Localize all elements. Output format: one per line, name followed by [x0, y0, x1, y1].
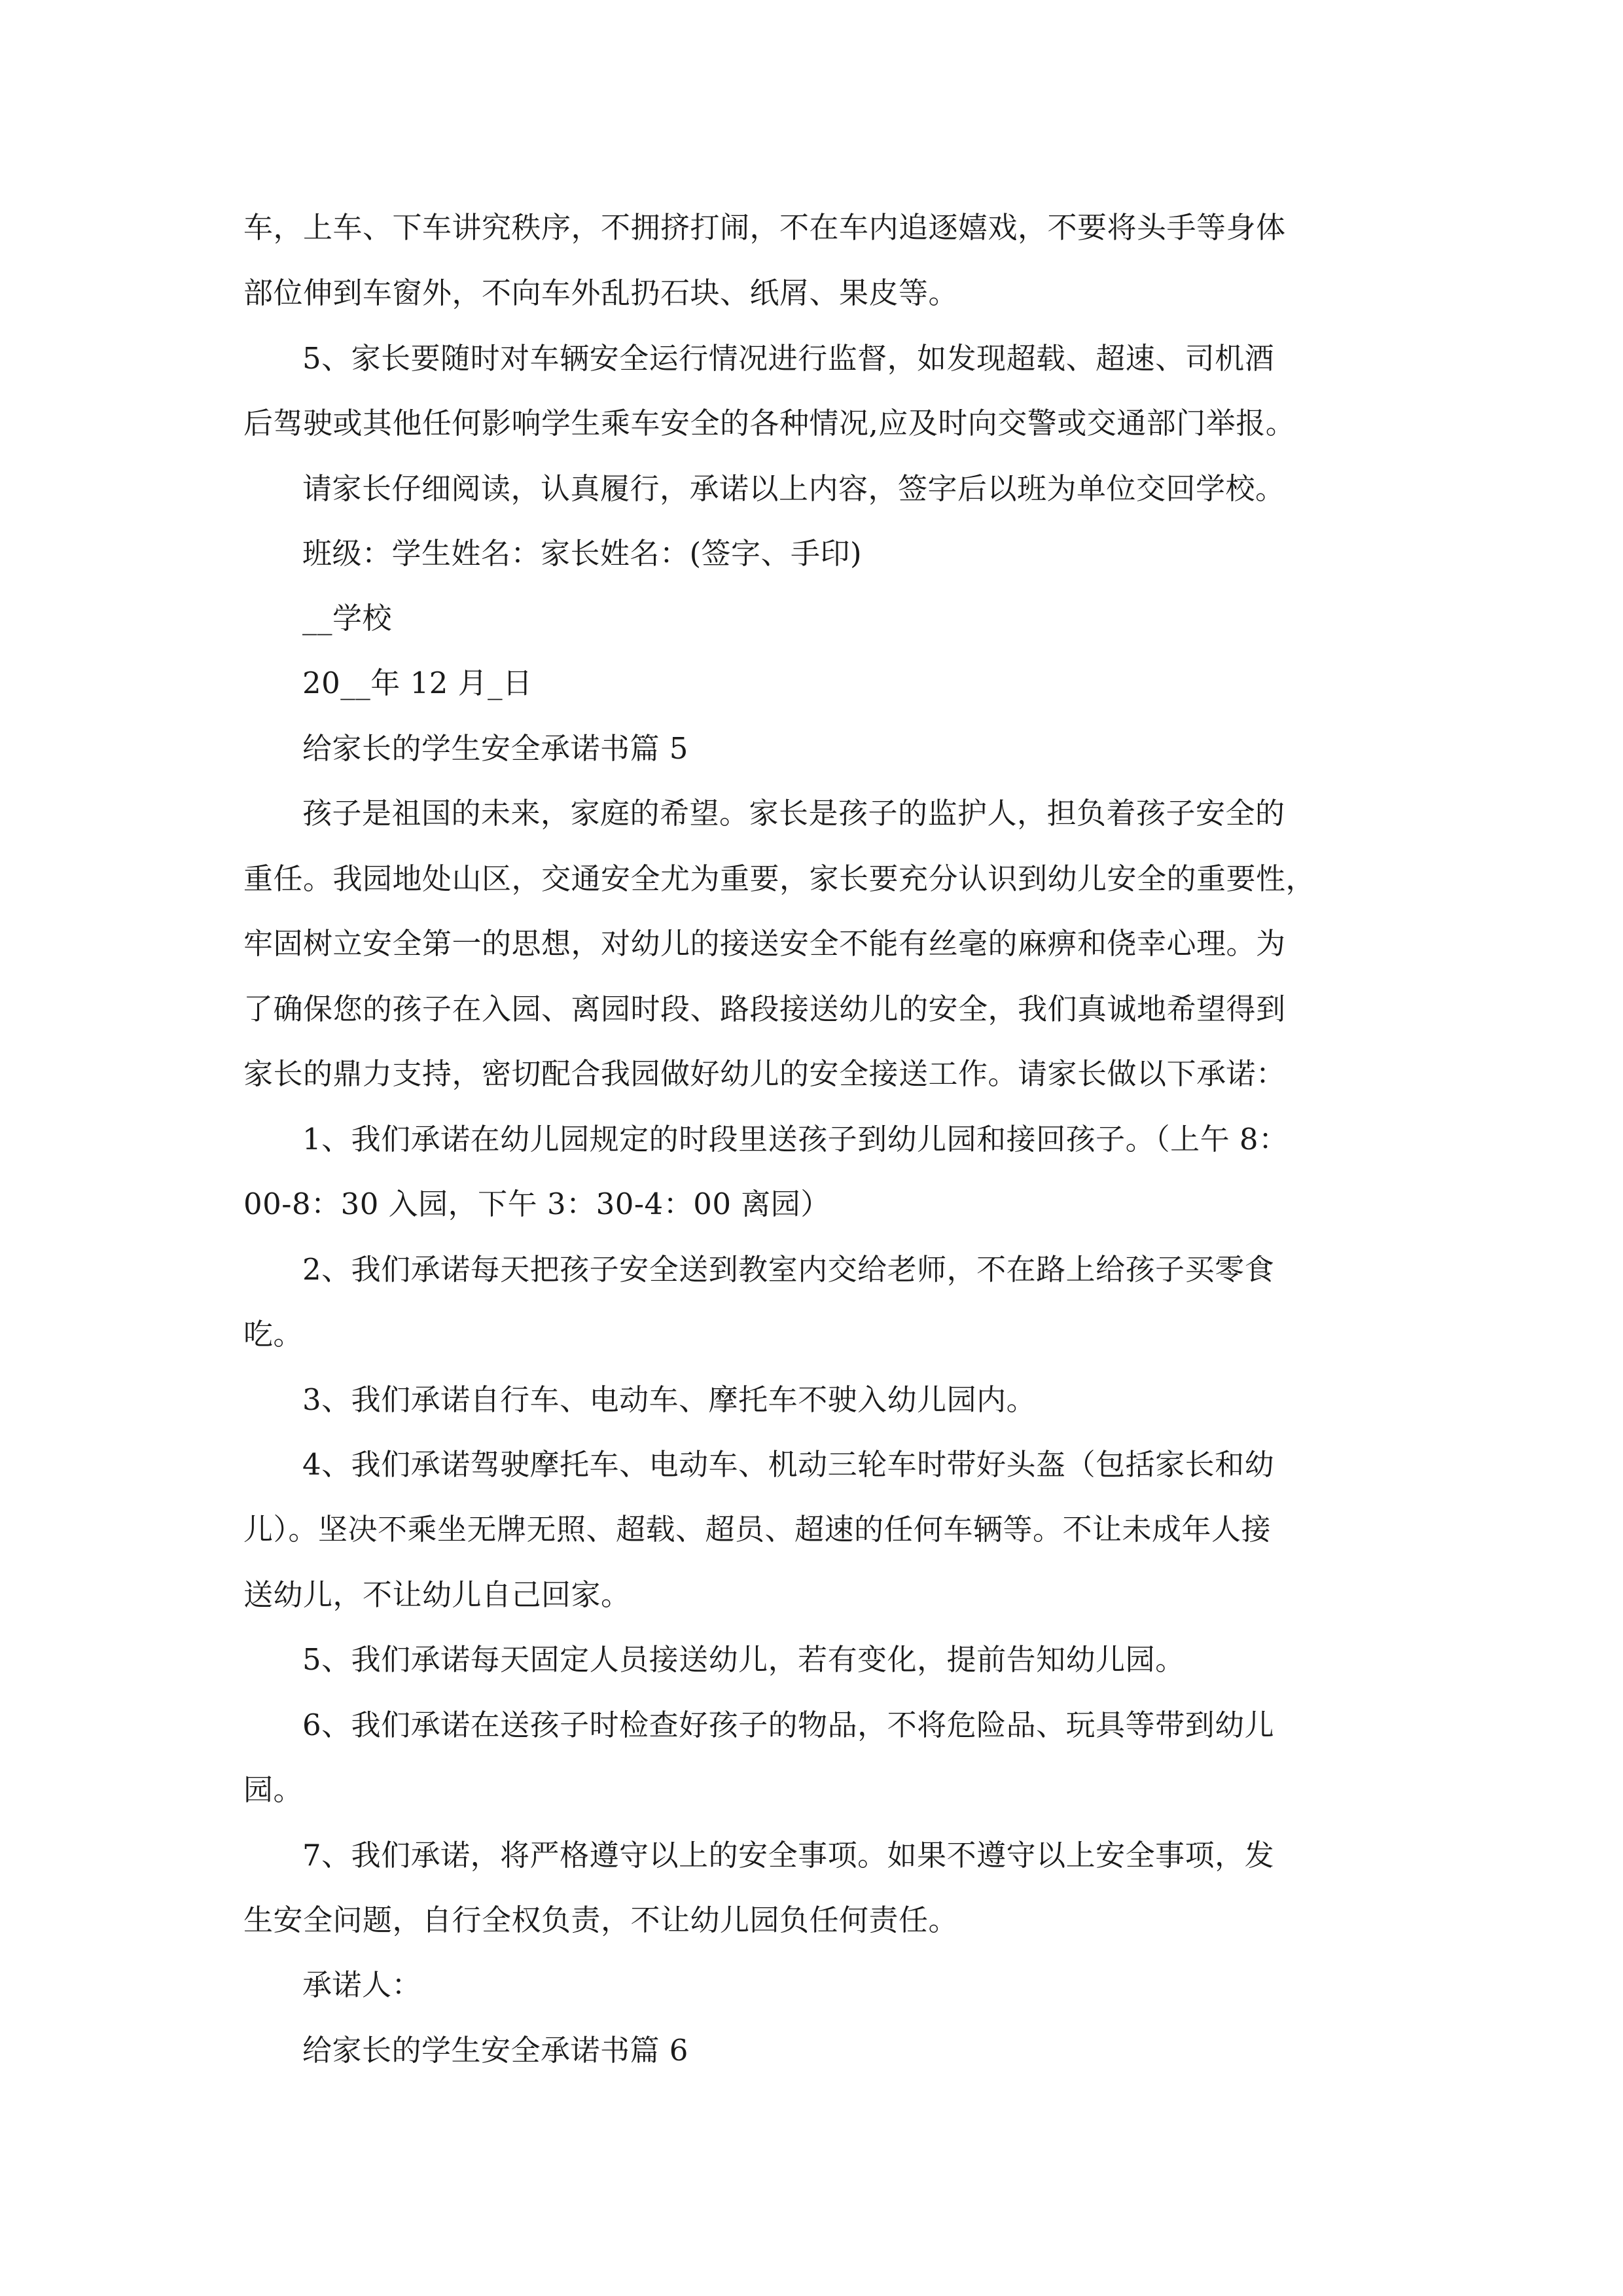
- text-line: 3、我们承诺自行车、电动车、摩托车不驶入幼儿园内。: [302, 1382, 1037, 1417]
- section-heading: 给家长的学生安全承诺书篇 5: [302, 731, 688, 766]
- text-line: 5、家长要随时对车辆安全运行情况进行监督，如发现超载、超速、司机酒: [302, 341, 1275, 376]
- text-line: 了确保您的孩子在入园、离园时段、路段接送幼儿的安全，我们真诚地希望得到: [243, 992, 1286, 1026]
- text-line: 班级：学生姓名：家长姓名：(签字、手印): [302, 536, 863, 571]
- text-line: 6、我们承诺在送孩子时检查好孩子的物品，不将危险品、玩具等带到幼儿: [302, 1708, 1275, 1742]
- text-line: __学校: [302, 601, 393, 636]
- text-line: 吃。: [243, 1317, 304, 1352]
- text-line: 后驾驶或其他任何影响学生乘车安全的各种情况,应及时向交警或交通部门举报。: [243, 406, 1296, 440]
- text-line: 7、我们承诺，将严格遵守以上的安全事项。如果不遵守以上安全事项，发: [302, 1838, 1275, 1873]
- section-heading: 给家长的学生安全承诺书篇 6: [302, 2033, 688, 2068]
- text-line: 园。: [243, 1772, 304, 1807]
- text-line: 00-8：30 入园，下午 3：30-4：00 离园）: [243, 1187, 830, 1221]
- signature-label: 承诺人：: [302, 1967, 422, 2002]
- text-line: 生安全问题，自行全权负责，不让幼儿园负任何责任。: [243, 1903, 959, 1937]
- text-line: 4、我们承诺驾驶摩托车、电动车、机动三轮车时带好头盔（包括家长和幼: [302, 1447, 1275, 1482]
- text-line: 车，上车、下车讲究秩序，不拥挤打闹，不在车内追逐嬉戏，不要将头手等身体: [243, 210, 1286, 245]
- text-line: 部位伸到车窗外，不向车外乱扔石块、纸屑、果皮等。: [243, 276, 959, 310]
- text-line: 重任。我园地处山区，交通安全尤为重要，家长要充分认识到幼儿安全的重要性，: [243, 861, 1316, 896]
- text-line: 5、我们承诺每天固定人员接送幼儿，若有变化，提前告知幼儿园。: [302, 1642, 1185, 1677]
- text-line: 孩子是祖国的未来，家庭的希望。家长是孩子的监护人，担负着孩子安全的: [302, 796, 1285, 831]
- text-line: 2、我们承诺每天把孩子安全送到教室内交给老师，不在路上给孩子买零食: [302, 1252, 1275, 1287]
- text-line: 家长的鼎力支持，密切配合我园做好幼儿的安全接送工作。请家长做以下承诺：: [243, 1056, 1286, 1091]
- text-line: 牢固树立安全第一的思想，对幼儿的接送安全不能有丝毫的麻痹和侥幸心理。为: [243, 926, 1286, 961]
- text-line: 送幼儿，不让幼儿自己回家。: [243, 1577, 631, 1612]
- text-line: 儿）。坚决不乘坐无牌无照、超载、超员、超速的任何车辆等。不让未成年人接: [243, 1512, 1272, 1547]
- text-line: 1、我们承诺在幼儿园规定的时段里送孩子到幼儿园和接回孩子。（上午 8：: [302, 1122, 1289, 1157]
- date-line: 20__年 12 月_日: [302, 666, 533, 700]
- text-line: 请家长仔细阅读，认真履行，承诺以上内容，签字后以班为单位交回学校。: [302, 471, 1285, 506]
